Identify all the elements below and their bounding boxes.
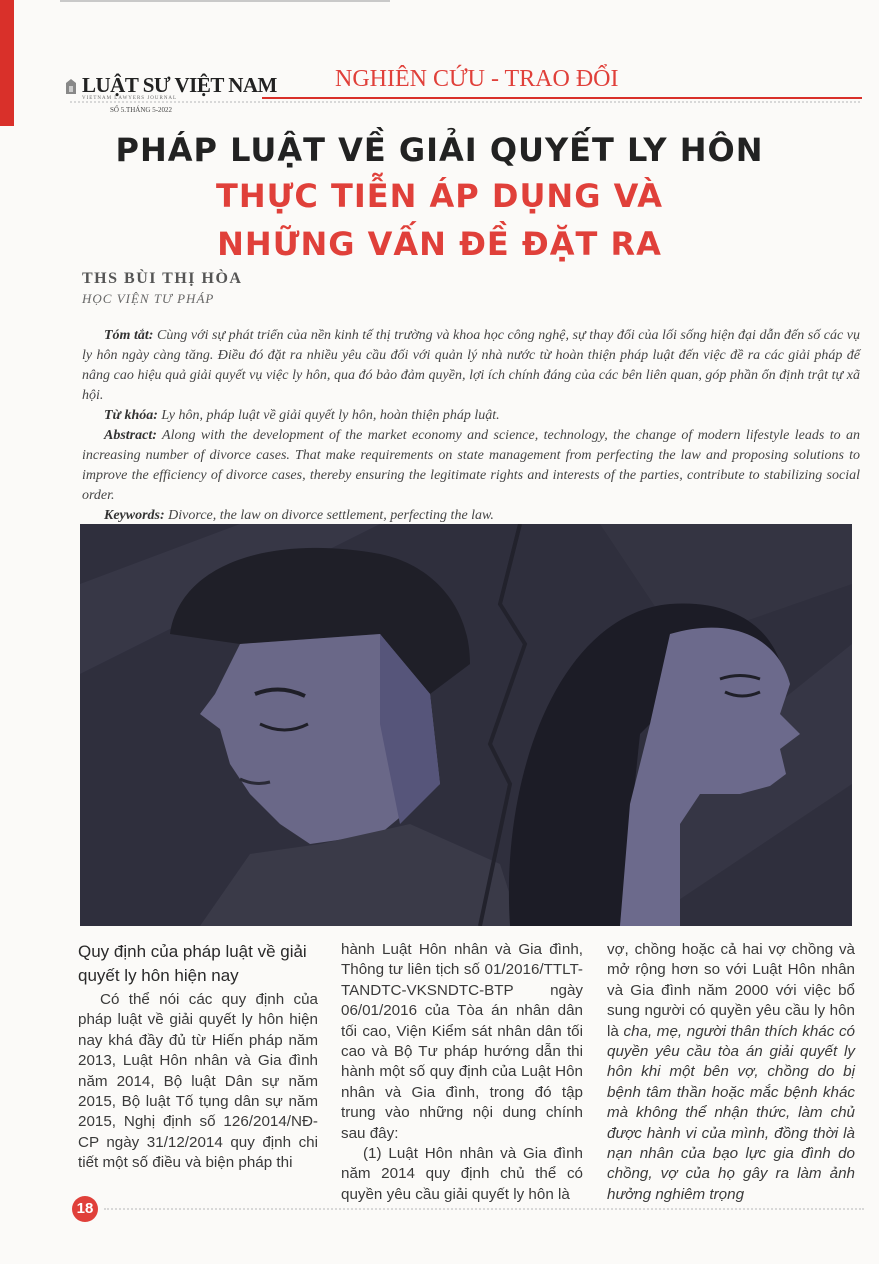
section-heading: Quy định của pháp luật về giải quyết ly hôn hiện nay: [78, 942, 307, 985]
summary-vi-label: Tóm tắt:: [104, 328, 154, 343]
keywords-en: [82, 506, 860, 526]
keywords-en-label: Keywords:: [104, 508, 165, 523]
page-number: 18: [72, 1196, 98, 1222]
issue-number: SỐ 5.THÁNG 5-2022: [110, 106, 173, 114]
abstract-block: [82, 326, 860, 526]
divorce-illustration: [80, 524, 852, 926]
dotted-rule: [70, 101, 860, 106]
keywords-en-text: Divorce, the law on divorce settlement, perfecting the law.: [164, 508, 494, 523]
author-name: THS BÙI THỊ HÒA: [82, 270, 243, 287]
journal-logo-icon: [64, 78, 79, 96]
keywords-vi-label: Từ khóa:: [104, 408, 158, 423]
column2-paragraph1: hành Luật Hôn nhân và Gia đình, Thông tư liên tịch số 01/2016/TTLT-TANDTC-VKSNDTC-BTP ngày 06/01/2016 của Tòa án nhân dân tối cao, Viện Kiểm sát nhân dân tối cao và Bộ Tư pháp hướng dẫn thi hành một số quy định của Luật Hôn nhân và Gia đình, trong đó tập trung vào những nội dung chính sau đây:: [341, 941, 583, 1142]
column2-paragraph2: (1) Luật Hôn nhân và Gia đình năm 2014 quy định chủ thể có quyền yêu cầu giải quyết ly hôn là: [341, 1145, 583, 1203]
red-margin-bar: [0, 0, 14, 126]
journal-subtitle: VIETNAM LAWYERS JOURNAL: [82, 96, 178, 101]
masthead: [82, 73, 277, 114]
column3-text: [607, 940, 855, 1205]
summary-vi: [82, 326, 860, 406]
abstract-en-text: Along with the development of the market economy and science, technology, the change of modern lifestyle leads to an increasing number of divorce cases. That make requirements on state management from perfecting the law and proposing solutions to improve the efficiency of divorce cases, thereby ensuring the legitimate rights and interests of the parties, contribute to stabilizing social order.: [82, 428, 860, 503]
column3-text-italic: cha, mẹ, người thân thích khác có quyền yêu cầu tòa án giải quyết ly hôn khi một bên vợ, chồng do bị bệnh tâm thần hoặc mắc bệnh khác mà không thể nhận thức, làm chủ được hành vi của mình, đồng thời là nạn nhân của bạo lực gia đình do chồng, vợ của họ gây ra làm ảnh hưởng nghiêm trọng: [607, 1022, 855, 1203]
author-affiliation: HỌC VIỆN TƯ PHÁP: [82, 291, 215, 306]
summary-vi-text: Cùng với sự phát triển của nền kinh tế thị trường và khoa học công nghệ, sự thay đổi của lối sống hiện đại dẫn đến số các vụ ly hôn ngày càng tăng. Điều đó đặt ra nhiều yêu cầu đối với quản lý nhà nước từ hoàn thiện pháp luật đến việc đề ra các giải pháp để nâng cao hiệu quả giải quyết vụ việc ly hôn, qua đó bảo đảm quyền, lợi ích chính đáng của các bên liên quan, góp phần ổn định trật tự xã hội.: [82, 328, 860, 403]
abstract-en-label: Abstract:: [104, 428, 157, 443]
body-column-2: [341, 940, 583, 1205]
journal-name: LUẬT SƯ VIỆT NAM: [82, 73, 277, 97]
body-column-1: [78, 940, 318, 1174]
keywords-vi-text: Ly hôn, pháp luật về giải quyết ly hôn, hoàn thiện pháp luật.: [157, 408, 500, 423]
section-rule: [262, 97, 862, 99]
footer-dotted-rule: [104, 1208, 864, 1210]
article-title-line3: NHỮNG VẤN ĐỀ ĐẶT RA: [217, 225, 662, 263]
top-rule: [60, 0, 390, 2]
keywords-vi: [82, 406, 860, 426]
column1-text: Có thể nói các quy định của pháp luật về giải quyết ly hôn hiện nay khá đầy đủ từ Hiến pháp năm 2013, Luật Hôn nhân và Gia đình năm 2014, Bộ luật Dân sự năm 2015, Bộ luật Tố tụng dân sự năm 2015, Nghị định số 126/2014/NĐ-CP ngày 31/12/2014 quy định chi tiết một số điều và biện pháp thi: [78, 991, 318, 1172]
section-label: NGHIÊN CỨU - TRAO ĐỔI: [335, 66, 619, 92]
body-column-3: [607, 940, 855, 1205]
abstract-en: [82, 426, 860, 506]
column3-text-upright: vợ, chồng hoặc cả hai vợ chồng và mở rộng hơn so với Luật Hôn nhân và Gia đình năm 2000 với việc bổ sung người có quyền yêu cầu ly hôn là: [607, 941, 855, 1040]
article-title-line2: THỰC TIỄN ÁP DỤNG VÀ: [216, 177, 663, 215]
article-title-line1: PHÁP LUẬT VỀ GIẢI QUYẾT LY HÔN: [115, 131, 764, 169]
